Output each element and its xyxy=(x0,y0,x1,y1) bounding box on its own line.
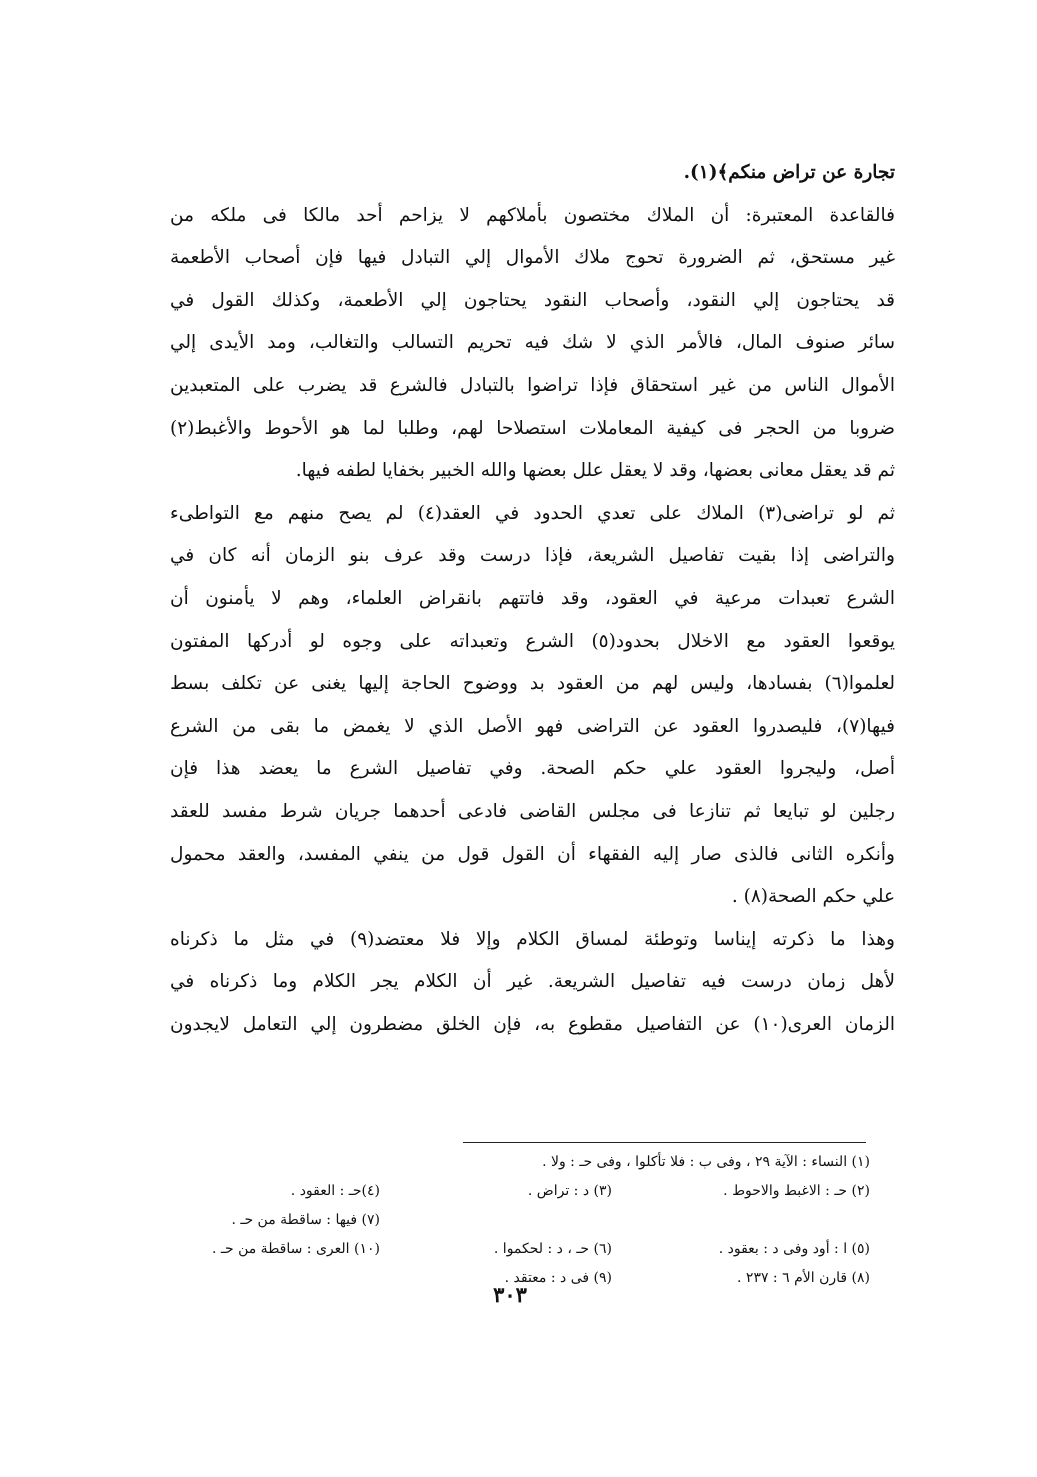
text-line-13: لعلموا(٦) بفسادها، وليس لهم من العقود بد ووضوح الحاجة إليها يغنى عن تكلف بسط xyxy=(170,673,895,695)
text-line-11: الشرع تعبدات مرعية في العقود، وقد فاتتهم بانقراض العلماء، وهم لا يأمنون أن xyxy=(170,587,895,609)
text-line-12: يوقعوا العقود مع الاخلال بحدود(٥) الشرع وتعبداته على وجوه لو أدركها المفتون xyxy=(170,630,895,652)
text-line-4: قد يحتاجون إلي النقود، وأصحاب النقود يحتاجون إلي الأطعمة، وكذلك القول في xyxy=(170,289,895,311)
footnote-10: (١٠) العرى : ساقطة من حـ . xyxy=(211,1241,380,1257)
footnote-4: (٤)حـ : العقود . xyxy=(290,1183,380,1199)
text-line-3: غير مستحق، ثم الضرورة تحوج ملاك الأموال إلي التبادل فيها فإن أصحاب الأطعمة xyxy=(170,247,895,269)
text-line-17: وأنكره الثانى فالذى صار إليه الفقهاء أن القول قول من ينفي المفسد، والعقد محمول xyxy=(170,843,895,865)
text-line-14: فيها(٧)، فليصدروا العقود عن التراضى فهو الأصل الذي لا يغمض ما بقى من الشرع xyxy=(170,715,895,737)
text-line-1: تجارة عن تراض منكم﴾(١). xyxy=(683,162,895,183)
text-line-5: سائر صنوف المال، فالأمر الذي لا شك فيه تحريم التسالب والتغالب، ومد الأيدى إلي xyxy=(170,332,895,354)
footnote-5: (٥) ا : أود وفى د : بعقود . xyxy=(718,1241,870,1257)
footnote-8: (٨) قارن الأم ٦ : ٢٣٧ . xyxy=(737,1270,870,1286)
footnote-separator xyxy=(463,1142,866,1143)
text-line-6: الأموال الناس من غير استحقاق فإذا تراضوا بالتبادل فالشرع قد يضرب على المتعبدين xyxy=(170,374,895,396)
footnote-9: (٩) فى د : معتقد . xyxy=(504,1270,612,1286)
footnote-row xyxy=(170,1148,870,1177)
page-number: ٣٠٣ xyxy=(493,1282,527,1307)
footnote-row xyxy=(170,1177,870,1206)
text-line-20: لأهل زمان درست فيه تفاصيل الشريعة. غير أن الكلام يجر الكلام وما ذكرناه في xyxy=(170,971,895,993)
footnote-row xyxy=(170,1235,870,1264)
footnotes xyxy=(170,1148,870,1293)
text-line-19: وهذا ما ذكرته إيناسا وتوطئة لمساق الكلام وإلا فلا معتضد(٩) في مثل ما ذكرناه xyxy=(170,928,895,950)
text-line-10: والتراضى إذا بقيت تفاصيل الشريعة، فإذا درست وقد عرف بنو الزمان أنه كان في xyxy=(170,545,895,567)
text-line-15: أصل، وليجروا العقود علي حكم الصحة. وفي تفاصيل الشرع ما يعضد هذا فإن xyxy=(170,758,895,780)
footnote-7: (٧) فيها : ساقطة من حـ . xyxy=(231,1212,380,1228)
footnote-1: (١) النساء : الآية ٢٩ ، وفى ب : فلا تأكلوا ، وفى حـ : ولا . xyxy=(542,1154,870,1170)
footnote-3: (٣) د : تراض . xyxy=(527,1183,612,1199)
text-line-2: فالقاعدة المعتبرة: أن الملاك مختصون بأملاكهم لا يزاحم أحد مالكا فى ملكه من xyxy=(170,204,895,226)
footnote-row xyxy=(170,1206,870,1235)
text-line-7: ضروبا من الحجر فى كيفية المعاملات استصلاحا لهم، وطلبا لما هو الأحوط والأغبط(٢) xyxy=(170,417,895,439)
text-line-8: ثم قد يعقل معانى بعضها، وقد لا يعقل علل بعضها والله الخبير بخفايا لطفه فيها. xyxy=(295,460,895,482)
text-line-9: ثم لو تراضى(٣) الملاك على تعدي الحدود في العقد(٤) لم يصح منهم مع التواطىء xyxy=(170,502,895,524)
footnote-2: (٢) حـ : الاغبط والاحوط . xyxy=(723,1183,870,1199)
text-line-21: الزمان العرى(١٠) عن التفاصيل مقطوع به، فإن الخلق مضطرون إلي التعامل لايجدون xyxy=(170,1013,895,1035)
text-line-18: علي حكم الصحة(٨) . xyxy=(731,886,895,908)
main-text xyxy=(170,152,895,1046)
text-line-16: رجلين لو تبايعا ثم تنازعا فى مجلس القاضى فادعى أحدهما جريان شرط مفسد للعقد xyxy=(170,800,895,822)
footnote-6: (٦) حـ ، د : لحكموا . xyxy=(493,1241,612,1257)
